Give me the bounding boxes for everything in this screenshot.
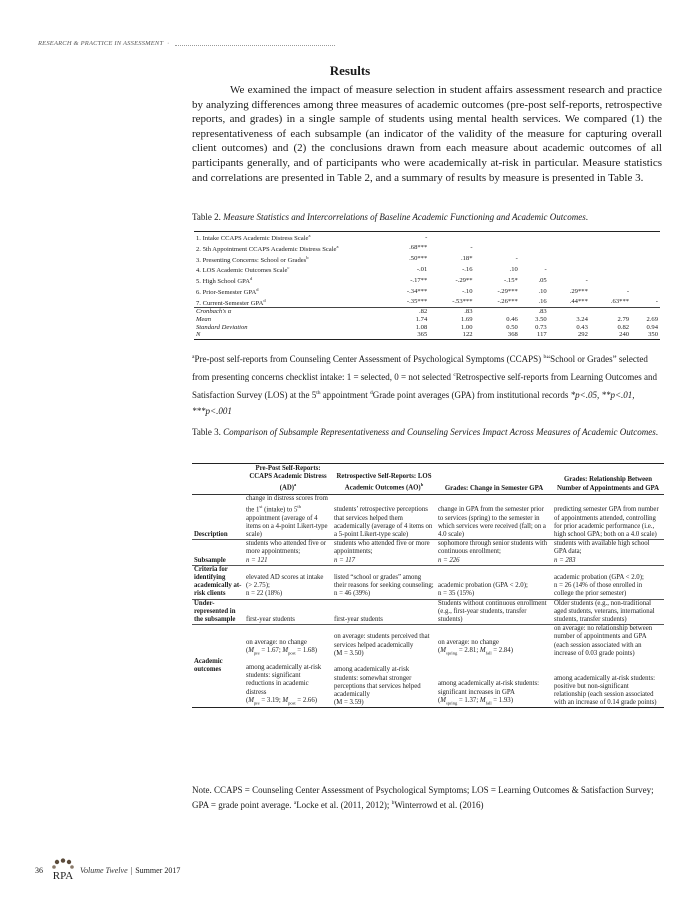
row-label: N xyxy=(196,331,201,339)
page-footer xyxy=(35,858,180,882)
table-cell: 0.73 xyxy=(535,323,547,331)
table-cell: 1.00 xyxy=(460,323,473,331)
table-cell xyxy=(631,275,660,286)
table-cell: change in distress scores from the 1st (intake) to 5th appointment (average of 4 items on a 4-point Likert-type scale) xyxy=(244,494,332,539)
table-cell xyxy=(590,232,631,243)
table-cell: 0.46 xyxy=(506,316,518,324)
table-cell: - xyxy=(655,298,658,306)
table-cell: Students without continuous enrollment (e.g., first-year students, transfer students) xyxy=(436,599,552,625)
table-cell: on average: no change ($M_{spring} = 2.81$; $M_{fall} = 2.84$) xyxy=(438,639,513,656)
table-cell: .05 xyxy=(538,276,547,284)
table-cell: 3.50 xyxy=(535,316,547,324)
table-cell: Older students (e.g., non-traditional aged students, veterans, international students, transfer students) xyxy=(552,599,664,625)
table-cell: 1.08 xyxy=(415,323,428,331)
row-label: 2. 5th Appointment CCAPS Academic Distress Scale$^a$ xyxy=(196,243,339,253)
page-number: 36 xyxy=(35,865,43,875)
table-row xyxy=(194,243,660,254)
table-cell: students who attended five or more appointments; n = 117 xyxy=(332,540,436,566)
table-cell: 2.79 xyxy=(617,316,630,324)
row-label: Description xyxy=(192,494,244,539)
table-cell: .82 xyxy=(384,308,429,316)
running-head: RESEARCH & PRACTICE IN ASSESSMENT · xyxy=(38,40,678,47)
table-cell: sophomore through senior students with continuous enrollment; n = 226 xyxy=(436,540,552,566)
table-cell: - xyxy=(626,287,630,295)
table-cell xyxy=(475,243,520,254)
svg-text:RPA: RPA xyxy=(52,870,74,882)
table-cell: .83 xyxy=(520,308,549,316)
issue-label: Summer 2017 xyxy=(135,865,181,875)
table-cell xyxy=(475,232,520,243)
table-row xyxy=(194,264,660,275)
table-cell: on average: no relationship between number of appointments and GPA (each session associated with an increase of 0.03 grade points) xyxy=(554,625,653,657)
table-cell: - xyxy=(544,265,547,273)
table-cell: academic probation (GPA < 2.0); n = 26 (14% of those enrolled in college the prior semester) xyxy=(552,565,664,599)
table-cell xyxy=(631,243,660,254)
row-label: 4. LOS Academic Outcomes Scale$^c$ xyxy=(196,265,290,275)
table-cell: -.01 xyxy=(416,265,428,273)
row-label: Mean xyxy=(196,316,212,324)
table-cell: 0.94 xyxy=(646,323,658,331)
row-label: Cronbach's α xyxy=(194,308,384,316)
table-cell: on average: no change ($M_{pre} = 1.67$; $M_{post} = 1.68$) xyxy=(246,639,317,656)
table-cell xyxy=(590,243,631,254)
table-cell: students who attended five or more appointments; n = 121 xyxy=(244,540,332,566)
table-cell: -.26*** xyxy=(497,298,518,306)
table-cell xyxy=(549,243,590,254)
table-row xyxy=(192,540,664,566)
table-cell xyxy=(549,308,590,316)
table3 xyxy=(192,463,664,708)
table-cell: among academically at-risk students: significant reductions in academic distress ($M_{pre} = 3.19$; $M_{post} = 2.66$) xyxy=(246,664,322,706)
table-cell xyxy=(590,254,631,265)
table-cell: .63*** xyxy=(610,298,630,306)
row-label: 1. Intake CCAPS Academic Distress Scale$^a$ xyxy=(196,233,311,243)
journal-name: RESEARCH & PRACTICE IN ASSESSMENT xyxy=(38,40,164,47)
table-cell: -.29*** xyxy=(497,287,518,295)
table-cell: -.10 xyxy=(462,287,473,295)
table-cell: .16 xyxy=(538,298,547,306)
table-cell: - xyxy=(515,255,518,263)
table-row xyxy=(192,599,664,625)
table-cell: -.35*** xyxy=(406,298,428,306)
table-cell xyxy=(549,232,590,243)
table-cell: on average: students perceived that services helped academically (M = 3.50) xyxy=(334,633,430,657)
table2 xyxy=(194,231,660,340)
table-cell: elevated AD scores at intake (> 2.75); n = 22 (18%) xyxy=(244,565,332,599)
table-cell: -.15* xyxy=(504,276,518,284)
table-row xyxy=(194,275,660,286)
table-cell: -.29** xyxy=(455,276,473,284)
table3-note: Note. CCAPS = Counseling Center Assessment of Psychological Symptoms; LOS = Learning Outcomes & Satisfaction Survey; GPA = grade point average. $^a$Locke et al. (2011, 2012); $^b$Winterrowd et al. (2016) xyxy=(192,785,654,810)
table-cell: 2.69 xyxy=(646,316,658,324)
table3-caption: Table 3. Comparison of Subsample Representativeness and Counseling Services Impact Across Measures of Academic Outcomes. xyxy=(192,427,658,437)
table-cell: 0.43 xyxy=(576,323,588,331)
table-cell: predicting semester GPA from number of appointments attended, controlling for prior academic performance (i.e., high school GPA; both on a 4.0 scale) xyxy=(552,494,664,539)
table-cell: .50*** xyxy=(409,255,428,263)
row-label: 5. High School GPA$^d$ xyxy=(196,276,253,286)
table-row xyxy=(194,254,660,265)
table-cell: -.53*** xyxy=(452,298,473,306)
rpa-logo-icon xyxy=(49,858,77,882)
table-cell: change in GPA from the semester prior to services (spring) to the semester in which services were received (fall; on a 4.0 scale) xyxy=(436,494,552,539)
row-label: 6. Prior-Semester GPA$^d$ xyxy=(196,286,259,297)
table-cell: 0.50 xyxy=(506,323,518,331)
leader-dots xyxy=(175,45,335,46)
table-row xyxy=(192,664,664,708)
table-cell xyxy=(631,232,660,243)
table-row xyxy=(194,297,660,308)
row-label: Criteria for identifying academically at-risk clients xyxy=(192,565,244,599)
table-cell: among academically at-risk students: significant increases in GPA ($M_{spring} = 1.37$; $M_{fall} = 1.93$) xyxy=(438,680,539,706)
table-cell xyxy=(590,275,631,286)
table-cell: among academically at-risk students: positive but non-significant relationship (each session associated with an increase of 0.14 grade points) xyxy=(554,674,657,707)
table-cell: listed “school or grades” among their reasons for seeking counseling; n = 46 (39%) xyxy=(332,565,436,599)
table-cell: .10 xyxy=(509,265,518,273)
table-cell: .68*** xyxy=(409,244,428,252)
table-row xyxy=(192,625,664,664)
table-cell: students’ retrospective perceptions that services helped them academically (average of 4 items on a 5-point Likert-type scale) xyxy=(332,494,436,539)
column-header: Grades: Relationship Between Number of Appointments and GPA xyxy=(552,464,664,495)
table-cell: 1.69 xyxy=(460,316,473,324)
table-cell: 0.82 xyxy=(617,323,630,331)
volume-label: Volume Twelve xyxy=(80,865,128,875)
table-cell: students with available high school GPA data; n = 283 xyxy=(552,540,664,566)
table-cell: 240 xyxy=(619,331,630,339)
table-cell: among academically at-risk students: somewhat stronger perceptions that services helped academically (M = 3.59) xyxy=(334,666,421,707)
table-cell xyxy=(631,308,660,316)
table-cell: 368 xyxy=(507,331,518,339)
table-row xyxy=(194,316,660,324)
table-cell: - xyxy=(425,233,428,241)
table2-caption: Table 2. Measure Statistics and Intercorrelations of Baseline Academic Functioning and Academic Outcomes. xyxy=(192,212,588,222)
table-cell xyxy=(429,232,474,243)
row-label: Subsample xyxy=(192,540,244,566)
table-cell xyxy=(520,254,549,265)
table-cell: first-year students xyxy=(332,599,436,625)
table-cell xyxy=(520,232,549,243)
section-title: Results xyxy=(329,63,371,78)
table-cell: .83 xyxy=(429,308,474,316)
table-row xyxy=(192,565,664,599)
table3-label: Table 3. xyxy=(192,427,221,437)
table-cell xyxy=(549,254,590,265)
table-cell: -.17** xyxy=(410,276,428,284)
table-cell: -.16 xyxy=(462,265,473,273)
table-row xyxy=(194,232,660,243)
table-cell: -.34*** xyxy=(406,287,428,295)
row-label: Academic outcomes xyxy=(194,658,223,674)
row-label: 7. Current-Semester GPA$^d$ xyxy=(196,297,266,307)
table-cell: 3.24 xyxy=(576,316,588,324)
row-label: Standard Deviation xyxy=(196,323,248,331)
table-cell: first-year students xyxy=(244,599,332,625)
table-cell xyxy=(520,243,549,254)
table-cell: .44*** xyxy=(569,298,588,306)
column-header: Retrospective Self-Reports: LOS Academic Outcomes (AO)$^b$ xyxy=(332,464,436,495)
table-row xyxy=(194,324,660,332)
table-header-row xyxy=(192,464,664,495)
table2-label: Table 2. xyxy=(192,212,221,222)
table-cell xyxy=(590,264,631,275)
table-row xyxy=(194,286,660,297)
table-cell xyxy=(590,308,631,316)
table-cell: - xyxy=(470,244,473,252)
table-cell xyxy=(631,254,660,265)
intro-paragraph: We examined the impact of measure selection in student affairs assessment research and practice by analyzing differences among three measures of academic outcomes (pre-post self-reports, retrospective reports, and grades) in a single sample of students using mental health services. We compared (1) the representativeness of each subsample (an indicator of the validity of the measure for capturing overall client outcomes) and (2) the conclusions drawn from each measure about academic outcomes of all participants generally, and of participants who were academically at-risk in particular. Measure statistics and correlations are presented in Table 2, and a summary of results by measure is presented in Table 3. xyxy=(192,84,662,184)
table-cell: - xyxy=(585,276,588,284)
table-cell: academic probation (GPA < 2.0); n = 35 (15%) xyxy=(436,565,552,599)
table-cell: 350 xyxy=(648,331,658,339)
table-cell xyxy=(631,264,660,275)
table2-title: Measure Statistics and Intercorrelations of Baseline Academic Functioning and Academic Outcomes xyxy=(223,212,586,222)
table2-notes: $^a$Pre-post self-reports from Counseling Center Assessment of Psychological Symptoms (CCAPS) $^b$“School or Grades” selected from presenting concerns checklist intake: 1 = selected, 0 = not selected $^c$Retrospective self-reports from Learning Outcomes and Satisfaction Survey (LOS) at the 5th appointment $^d$Grade point averages (GPA) from institutional records *p<.05, **p<.01, ***p<.001 xyxy=(192,354,657,416)
footer-separator: | xyxy=(130,865,133,875)
column-header: Grades: Change in Semester GPA xyxy=(436,464,552,495)
table-cell: .18* xyxy=(460,255,473,263)
table-cell xyxy=(631,286,660,297)
table-cell: 117 xyxy=(537,331,547,339)
table-cell: .10 xyxy=(538,287,547,295)
row-label: Under-represented in the subsample xyxy=(192,599,244,625)
table-row xyxy=(194,308,660,316)
table-row xyxy=(192,494,664,539)
row-label: 3. Presenting Concerns: School or Grades$^b$ xyxy=(196,254,309,264)
table-cell: 365 xyxy=(417,331,428,339)
table-cell: 292 xyxy=(577,331,588,339)
table-cell xyxy=(549,264,590,275)
table-row xyxy=(194,331,660,339)
table-cell: .29*** xyxy=(569,287,588,295)
table-cell: 1.74 xyxy=(415,316,428,324)
table3-title: Comparison of Subsample Representativeness and Counseling Services Impact Across Measures of Academic Outcomes xyxy=(223,427,656,437)
table-cell: 122 xyxy=(462,331,473,339)
column-header: Pre-Post Self-Reports: CCAPS Academic Distress (AD)$^a$ xyxy=(244,464,332,495)
table-cell xyxy=(475,308,520,316)
